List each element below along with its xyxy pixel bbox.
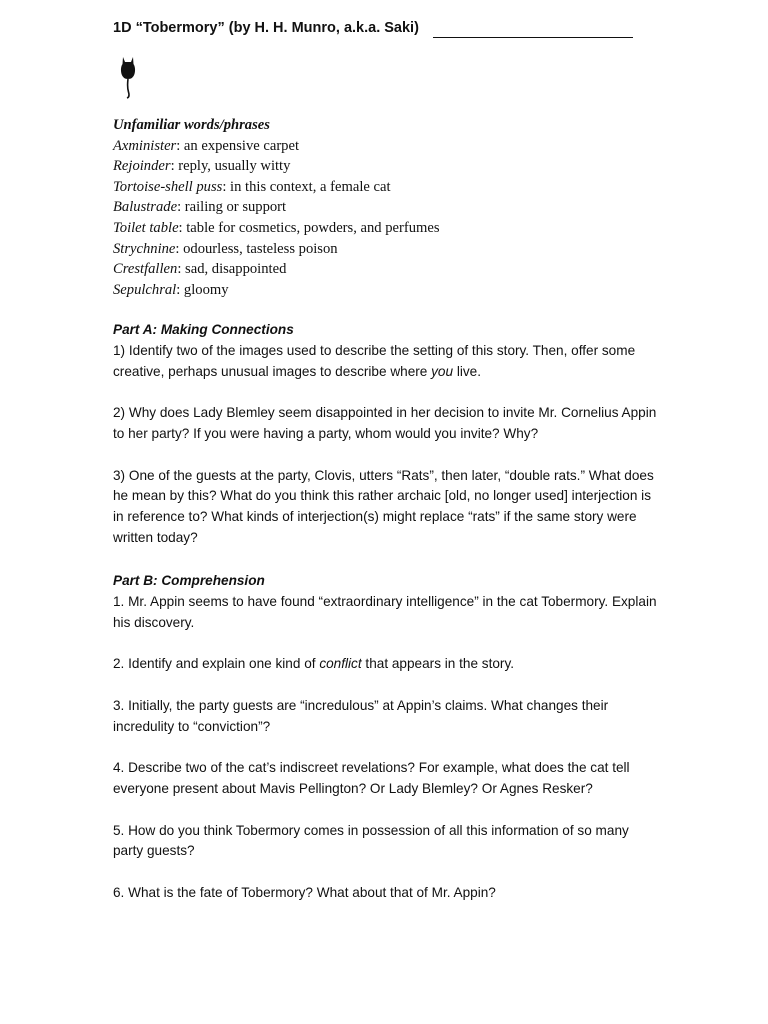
question-text: live. [453, 363, 481, 379]
vocab-definition: : odourless, tasteless poison [175, 240, 338, 257]
part-b-question-2 [113, 654, 658, 675]
part-a-question-3 [113, 466, 658, 549]
question-text: Why does Lady Blemley seem disappointed in her decision to invite Mr. Cornelius Appin to her party? If you were having a party, whom would you invite? Why? [113, 405, 657, 441]
part-a-question-2 [113, 403, 658, 445]
vocab-item [113, 259, 658, 280]
vocab-definition: : reply, usually witty [170, 158, 291, 175]
vocab-definition: : table for cosmetics, powders, and perfumes [178, 219, 440, 236]
vocab-definition: : in this context, a female cat [222, 178, 391, 195]
vocabulary-heading: Unfamiliar words/phrases [113, 117, 270, 133]
vocab-term: Sepulchral [113, 281, 177, 298]
question-text: that appears in the story. [361, 656, 515, 672]
header-line [113, 18, 658, 38]
question-number: 1) [113, 342, 126, 358]
document-header [113, 18, 658, 38]
vocab-term: Strychnine [113, 240, 176, 257]
vocab-definition: : railing or support [177, 199, 287, 216]
question-number: 3) [113, 467, 126, 483]
vocab-item [113, 156, 658, 177]
vocab-item [113, 197, 658, 218]
vocab-item [113, 136, 658, 157]
part-a-section [113, 320, 658, 549]
vocab-term: Rejoinder [113, 158, 171, 175]
part-b-question-3: 3. Initially, the party guests are “incredulous” at Appin’s claims. What changes their incredulity to “conviction”? [113, 697, 609, 734]
cat-silhouette-icon [116, 54, 140, 100]
part-b-question-5: 5. How do you think Tobermory comes in possession of all this information of so many party guests? [113, 822, 629, 859]
vocab-term: Axminister [113, 137, 177, 154]
vocab-definition: : sad, disappointed [177, 261, 287, 278]
vocab-item [113, 280, 658, 301]
name-blank-line [433, 23, 633, 38]
question-emphasis: conflict [319, 656, 362, 672]
page-title: 1D “Tobermory” (by H. H. Munro, a.k.a. Saki) [113, 20, 419, 36]
vocab-item [113, 239, 658, 260]
part-b-question-1: 1. Mr. Appin seems to have found “extraordinary intelligence” in the cat Tobermory. Explain his discovery. [113, 593, 657, 630]
vocab-term: Tortoise-shell puss [113, 178, 223, 195]
vocab-definition: : an expensive carpet [176, 137, 300, 154]
question-number: 2) [113, 405, 126, 421]
vocab-term: Toilet table [113, 219, 179, 236]
part-a-heading: Part A: Making Connections [113, 322, 294, 337]
question-text: One of the guests at the party, Clovis, utters “Rats”, then later, “double rats.” What does he mean by this? What do you think this rather archaic [old, no longer used] interjection is in reference to? What kinds of interjection(s) might replace “rats” if the same story were written today? [113, 467, 654, 545]
vocab-term: Crestfallen [113, 261, 178, 278]
vocab-definition: : gloomy [176, 281, 229, 298]
question-emphasis: you [431, 363, 454, 379]
vocab-term: Balustrade [113, 199, 178, 216]
part-b-question-4: 4. Describe two of the cat’s indiscreet revelations? For example, what does the cat tell everyone present about Mavis Pellington? Or Lady Blemley? Or Agnes Resker? [113, 760, 630, 796]
part-b-heading: Part B: Comprehension [113, 573, 265, 588]
vocabulary-section [113, 115, 658, 300]
part-b-section [113, 571, 658, 904]
vocab-item [113, 177, 658, 198]
vocab-item [113, 218, 658, 239]
question-text: 2. Identify and explain one kind of [113, 656, 320, 672]
question-text: Identify two of the images used to describe the setting of this story. Then, offer some creative, perhaps unusual images to describe where [113, 342, 636, 379]
part-b-question-6: 6. What is the fate of Tobermory? What about that of Mr. Appin? [113, 884, 496, 900]
part-a-question-1 [113, 341, 658, 383]
